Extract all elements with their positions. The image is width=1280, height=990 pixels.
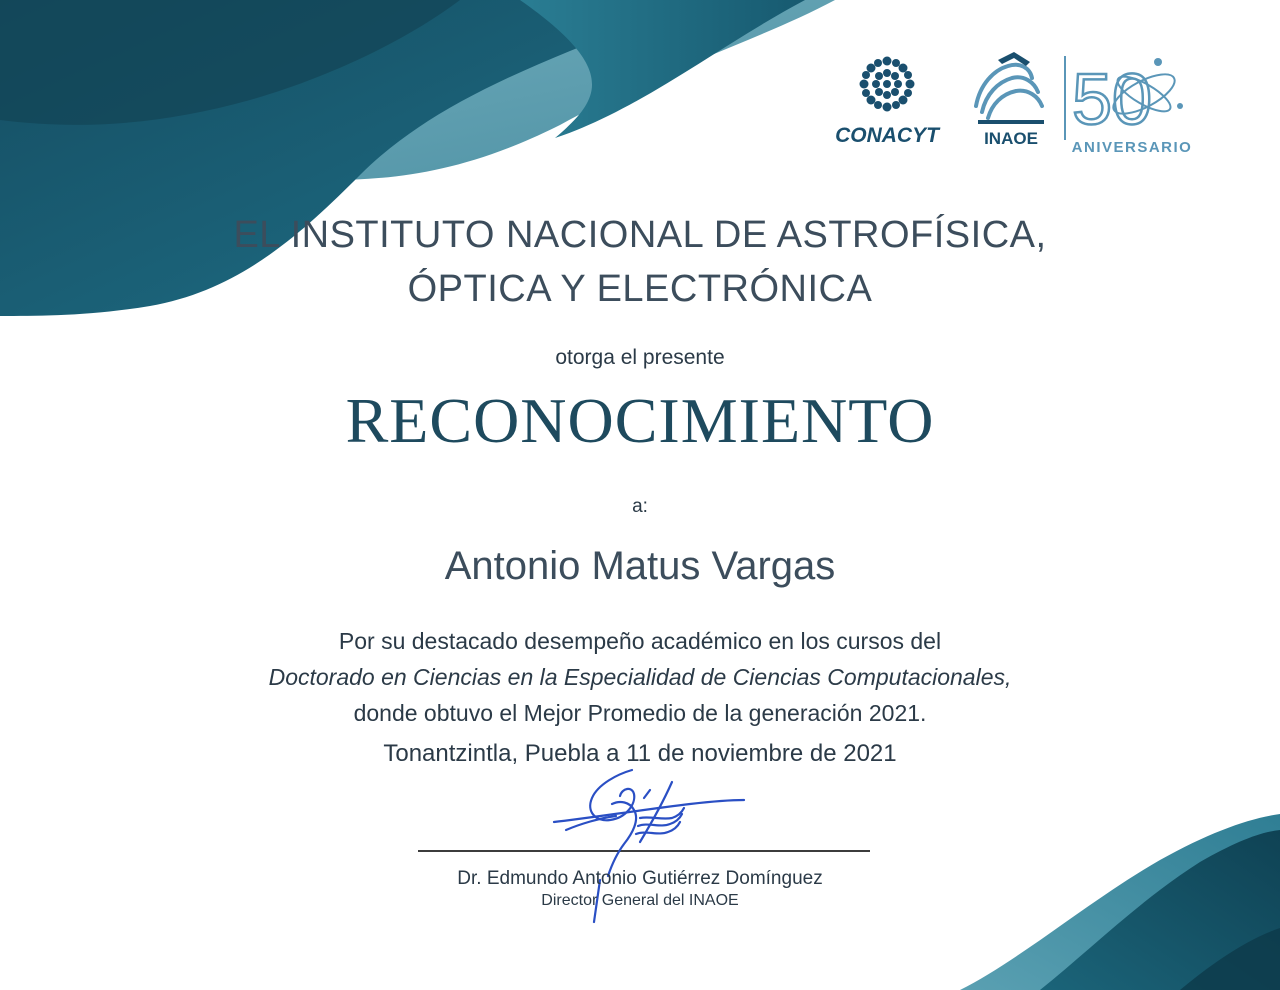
place-and-date: Tonantzintla, Puebla a 11 de noviembre de 2021 [383, 740, 897, 767]
conacyt-logo-icon [828, 50, 946, 150]
grants-text: otorga el presente [555, 346, 725, 369]
institution-name-line-2: ÓPTICA Y ELECTRÓNICA [407, 268, 873, 310]
citation-line-1: Por su destacado desempeño académico en los cursos del [338, 628, 942, 654]
anniversary-logo [1062, 48, 1202, 156]
inaoe-label: INAOE [984, 129, 1038, 148]
program-name-line: Doctorado en Ciencias en la Especialidad de Ciencias Computacionales, [268, 664, 1012, 690]
anniversary-number: 50 [1072, 60, 1153, 140]
anniversary-logo-icon [1062, 48, 1202, 156]
signatory-name: Dr. Edmundo Antonio Gutiérrez Domínguez [457, 868, 823, 889]
signatory-title: Director General del INAOE [541, 892, 739, 909]
conacyt-logo [828, 50, 946, 150]
award-title: RECONOCIMIENTO [345, 385, 935, 456]
recipient-name: Antonio Matus Vargas [444, 544, 836, 588]
inaoe-logo [968, 48, 1054, 150]
institution-name-line-1: EL INSTITUTO NACIONAL DE ASTROFÍSICA, [233, 214, 1047, 256]
conacyt-label: CONACYT [835, 124, 939, 147]
anniversary-label: ANIVERSARIO [1071, 139, 1193, 156]
inaoe-logo-icon [968, 48, 1054, 150]
recipient-prefix: a: [632, 496, 648, 517]
citation-line-3: donde obtuvo el Mejor Promedio de la generación 2021. [353, 700, 927, 726]
